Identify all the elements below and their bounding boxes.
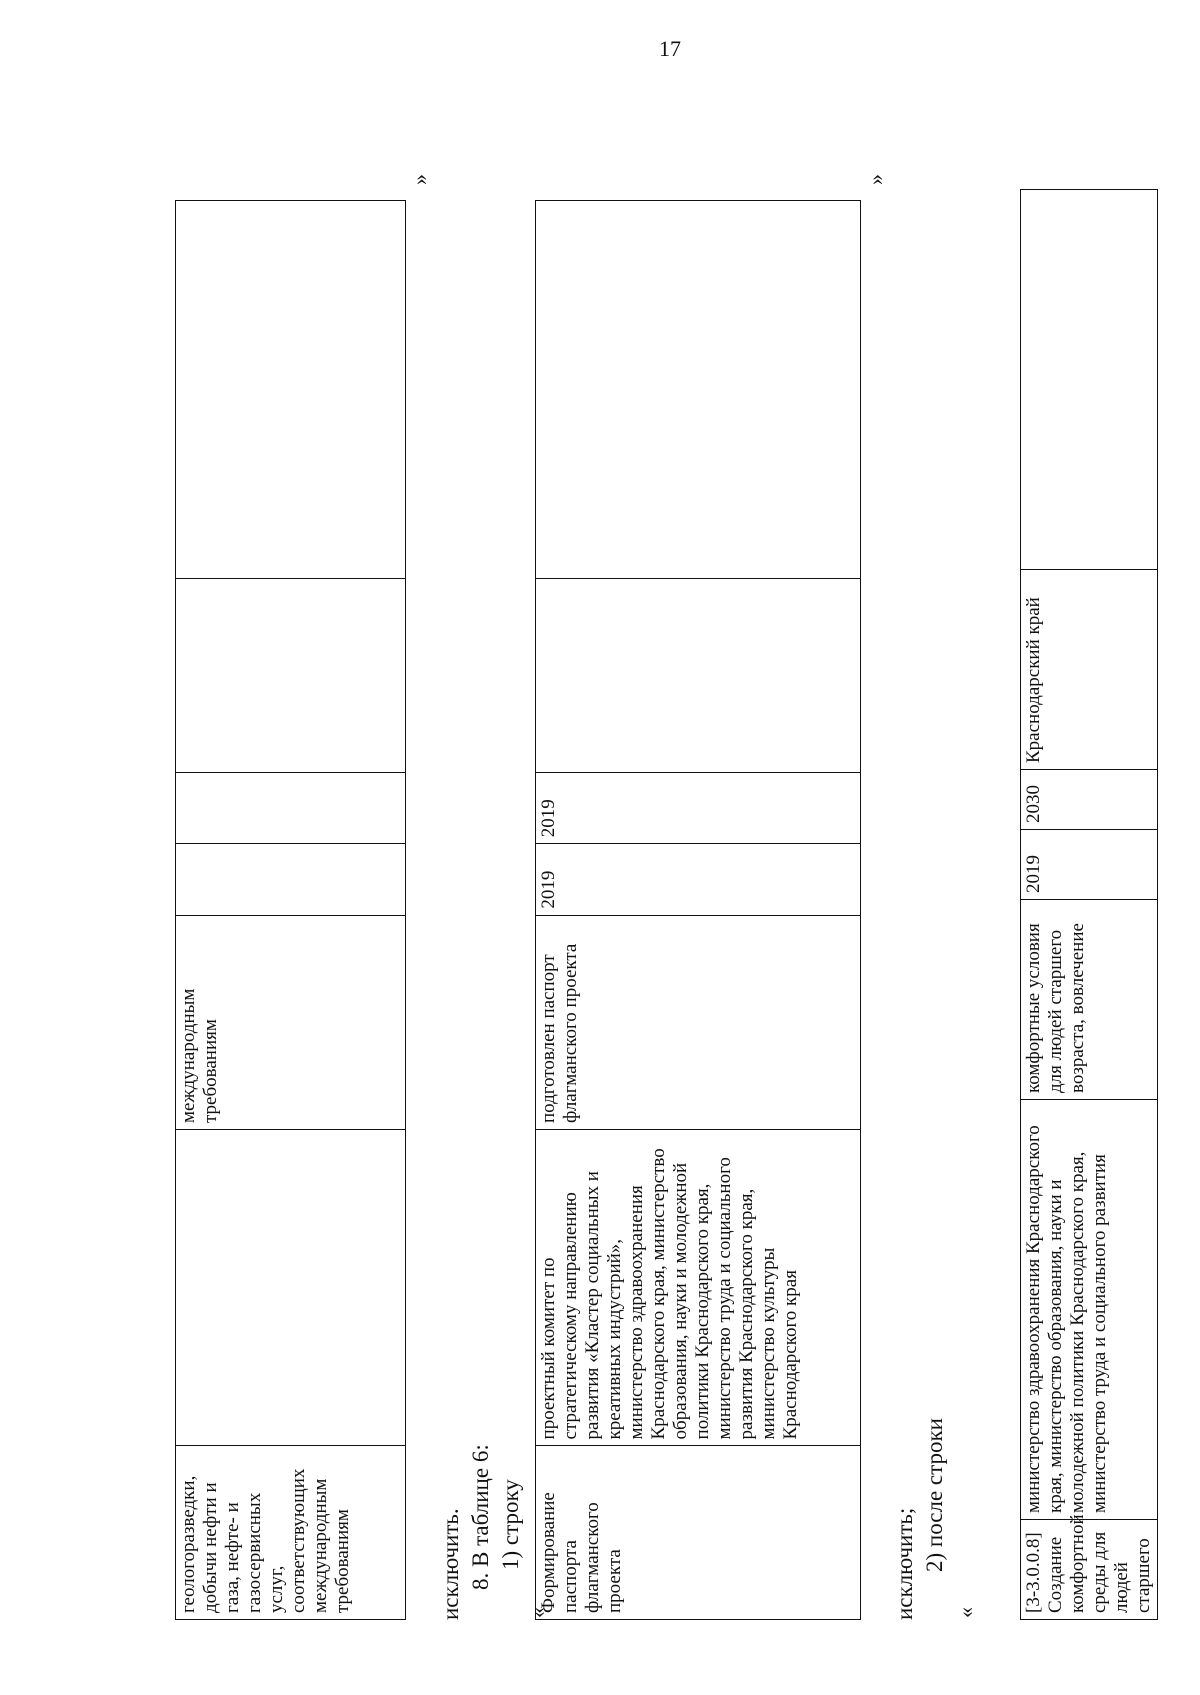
closing-quote: » [407, 174, 432, 185]
cell-responsible: министерство здравоохранения Краснодарского края, министерство образования, науки и молодежной политики Краснодарского края, министерство труда и социального развития [1021, 1100, 1158, 1520]
cell-notes [1021, 190, 1158, 570]
table-row [176, 201, 406, 1620]
subsection-heading: 1) строку [498, 1479, 523, 1570]
cell-territory: Краснодарский край [1021, 570, 1158, 770]
cell-end-year: 2019 [536, 772, 861, 843]
table-row [1021, 190, 1158, 1620]
cell-end-year: 2030 [1021, 770, 1158, 830]
instruction-text: исключить; [892, 1507, 917, 1620]
table-after-row [1020, 189, 1158, 1620]
table-row [536, 201, 861, 1620]
opening-quote: « [525, 1607, 550, 1618]
cell-result: комфортные условия для людей старшего возраста, вовлечение [1021, 900, 1158, 1100]
cell-territory [536, 578, 861, 772]
cell-activity: геологоразведки, добычи нефти и газа, нефте- и газосервисных услуг, соответствующих международным требованиям [176, 1446, 406, 1620]
table-continuation [175, 200, 406, 1620]
cell-activity: Формирование паспорта флагманского проекта [536, 1446, 861, 1620]
cell-notes [176, 201, 406, 579]
cell-notes [536, 201, 861, 579]
table-row-to-exclude [535, 200, 861, 1620]
cell-responsible [176, 1130, 406, 1446]
section-heading: 8. В таблице 6: [468, 1444, 493, 1590]
cell-start-year [176, 844, 406, 915]
page-number: 17 [659, 36, 681, 61]
cell-activity: [3-3.0.0.8] Создание комфортной среды для людей старшего [1021, 1520, 1158, 1620]
cell-responsible: проектный комитет по стратегическому направлению развития «Кластер социальных и креативных индустрий», министерство здравоохранения Краснодарского края, министерство образования, науки и молодежной политики Краснодарского края, министерство труда и социального развития Краснодарского края, министерство культуры Краснодарского края [536, 1130, 861, 1446]
opening-quote: « [953, 1607, 978, 1618]
cell-start-year: 2019 [1021, 830, 1158, 900]
cell-result: международным требованиям [176, 915, 406, 1129]
cell-start-year: 2019 [536, 844, 861, 915]
cell-end-year [176, 772, 406, 843]
cell-result: подготовлен паспорт флагманского проекта [536, 915, 861, 1129]
subsection-heading: 2) после строки [922, 1418, 947, 1572]
rotated-page-content [175, 120, 1200, 1620]
cell-territory [176, 578, 406, 772]
closing-quote: » [863, 174, 888, 185]
instruction-text: исключить. [438, 1508, 463, 1620]
